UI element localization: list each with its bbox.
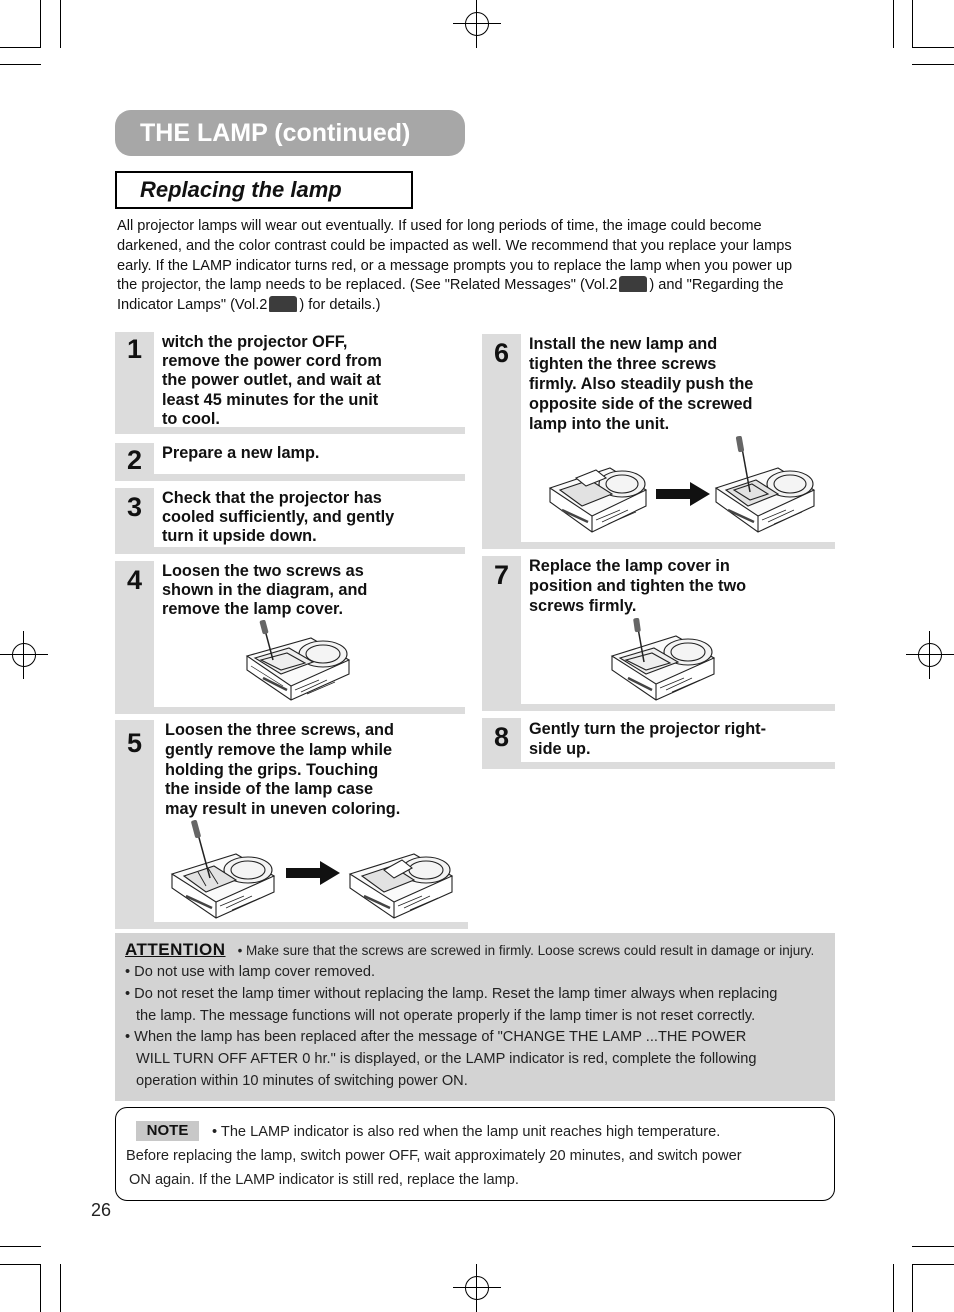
crop-mark-icon — [0, 1264, 41, 1265]
projector-illustration — [243, 620, 353, 702]
note-badge: NOTE — [136, 1121, 199, 1141]
step-text: Check that the projector has cooled sufficiently, and gently turn it upside down. — [162, 489, 395, 546]
attention-line: operation within 10 minutes of switching power ON. — [136, 1073, 468, 1089]
step-number: 4 — [126, 565, 143, 595]
crop-mark-icon — [0, 47, 41, 48]
step-text: Gently turn the projector right- side up. — [529, 720, 766, 758]
attention-line: • Do not reset the lamp timer without replacing the lamp. Reset the lamp timer always when replacing — [125, 986, 778, 1002]
crop-mark-icon — [912, 64, 954, 65]
crop-mark-icon — [912, 1246, 954, 1247]
projector-illustration — [546, 452, 650, 534]
crop-mark-icon — [912, 47, 954, 48]
crop-mark-icon — [40, 0, 41, 48]
registration-mark-icon — [906, 631, 954, 679]
crop-mark-icon — [912, 1264, 913, 1312]
step-3 — [115, 488, 465, 554]
step-number: 6 — [493, 338, 510, 368]
step-number: 1 — [126, 334, 143, 364]
step-text: Prepare a new lamp. — [162, 444, 320, 462]
projector-illustration — [712, 436, 818, 534]
page-number: 26 — [91, 1200, 112, 1220]
crop-mark-icon — [893, 0, 894, 48]
step-text: Loosen the three screws, and gently remove the lamp while holding the grips. Touching the inside of the lamp case may result in uneven coloring. — [165, 721, 401, 819]
registration-mark-icon — [453, 1264, 501, 1312]
crop-mark-icon — [60, 1264, 61, 1312]
subtitle: Replacing the lamp — [115, 171, 413, 209]
crop-mark-icon — [0, 1246, 41, 1247]
attention-line: WILL TURN OFF AFTER 0 hr." is displayed, or the LAMP indicator is red, complete the following — [136, 1051, 757, 1067]
step-8 — [482, 718, 835, 769]
right-arrow-icon — [286, 861, 340, 885]
section-title: THE LAMP (continued) — [115, 110, 465, 156]
intro-paragraph — [117, 217, 833, 316]
step-2 — [115, 443, 465, 481]
attention-line: • Make sure that the screws are screwed in firmly. Loose screws could result in damage or injury. — [237, 943, 815, 958]
crop-mark-icon — [40, 1264, 41, 1312]
registration-mark-icon — [453, 0, 501, 48]
step-text: witch the projector OFF, remove the power cord from the power outlet, and wait at least 45 minutes for the unit to cool. — [162, 333, 382, 428]
intro-line: the projector, the lamp needs to be replaced. (See "Related Messages" (Vol.2 ) and "Regarding the — [117, 277, 784, 294]
attention-line: • Do not use with lamp cover removed. — [125, 964, 376, 980]
note-line: ON again. If the LAMP indicator is still red, replace the lamp. — [129, 1172, 519, 1188]
attention-heading-line — [125, 940, 814, 960]
projector-illustration — [346, 832, 456, 920]
attention-title: ATTENTION — [125, 940, 226, 959]
projector-illustration — [608, 618, 718, 702]
step-text: Replace the lamp cover in position and tighten the two screws firmly. — [529, 557, 747, 615]
right-arrow-icon — [656, 482, 710, 506]
attention-line: the lamp. The message functions will not operate properly if the lamp timer is not reset correctly. — [136, 1008, 756, 1024]
crop-mark-icon — [912, 1264, 954, 1265]
step-1 — [115, 332, 465, 434]
step-text: Install the new lamp and tighten the three screws firmly. Also steadily push the opposite side of the screwed lamp into the unit. — [529, 335, 754, 433]
step-number: 2 — [126, 445, 143, 475]
step-number: 8 — [493, 722, 510, 752]
crop-mark-icon — [893, 1264, 894, 1312]
crop-mark-icon — [912, 0, 913, 48]
book-icon — [619, 276, 647, 292]
step-number: 3 — [126, 492, 143, 522]
intro-line: darkened, and the color contrast could be impacted as well. We recommend that you replace your lamps — [117, 237, 792, 254]
crop-mark-icon — [0, 64, 41, 65]
note-line: Before replacing the lamp, switch power OFF, wait approximately 20 minutes, and switch power — [126, 1148, 742, 1164]
projector-illustration — [168, 820, 278, 920]
book-icon — [269, 296, 297, 312]
intro-line: early. If the LAMP indicator turns red, or a message prompts you to replace the lamp when you power up — [117, 257, 793, 274]
registration-mark-icon — [0, 631, 48, 679]
intro-line: All projector lamps will wear out eventually. If used for long periods of time, the image could become — [117, 218, 762, 234]
attention-line: • When the lamp has been replaced after the message of "CHANGE THE LAMP ...THE POWER — [125, 1029, 747, 1045]
crop-mark-icon — [60, 0, 61, 48]
attention-box — [115, 933, 835, 1101]
note-box — [115, 1107, 835, 1201]
step-text: Loosen the two screws as shown in the diagram, and remove the lamp cover. — [162, 562, 368, 619]
intro-line: Indicator Lamps" (Vol.2 ) for details.) — [117, 297, 381, 314]
step-number: 5 — [126, 728, 143, 758]
step-number: 7 — [493, 560, 510, 590]
note-line: • The LAMP indicator is also red when the lamp unit reaches high temperature. — [212, 1124, 721, 1140]
